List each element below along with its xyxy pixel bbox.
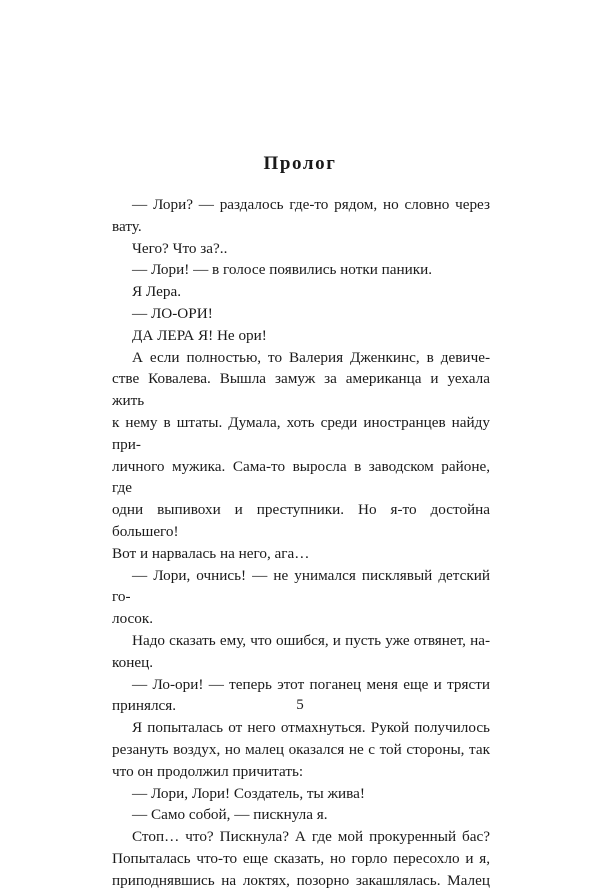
text-line: что он продолжил причитать: — [112, 762, 304, 780]
text-line: — Лори? — раздалось где-то рядом, но словно через — [132, 196, 490, 213]
text-line: — ЛО-ОРИ! — [132, 304, 213, 322]
body-text — [112, 194, 490, 892]
text-line: ДА ЛЕРА Я! Не ори! — [132, 326, 267, 344]
text-line: — Само собой, — пискнула я. — [132, 806, 328, 824]
text-line: лосок. — [112, 610, 154, 628]
text-line: конец. — [112, 653, 153, 671]
text-line: Вот и нарвалась на него, ага… — [112, 544, 310, 562]
text-line: Стоп… что? Пискнула? А где мой прокуренный бас? — [132, 828, 490, 846]
text-line: А если полностью, то Валерия Дженкинс, в девиче- — [132, 348, 490, 366]
text-line: принялся. — [112, 697, 177, 715]
text-line: Надо сказать ему, что ошибся, и пусть уже отвянет, на- — [132, 631, 490, 649]
text-line: — Лори, Лори! Создатель, ты жива! — [132, 784, 365, 802]
text-line: вату. — [112, 217, 142, 235]
chapter-title: Пролог — [263, 153, 337, 174]
text-line: Попыталась что-то еще сказать, но горло пересохло и я, — [112, 849, 490, 867]
text-line: — Лори! — в голосе появились нотки паники. — [132, 261, 433, 279]
text-line: приподнявшись на локтях, позорно закашлялась. Малец — [112, 871, 490, 889]
page-number: 5 — [296, 697, 304, 713]
text-line: — Лори, очнись! — не унимался писклявый детский го- — [112, 566, 490, 606]
text-line: стве Ковалева. Вышла замуж за американца и уехала жить — [112, 370, 490, 410]
text-line: личного мужика. Сама-то выросла в заводском районе, где — [112, 457, 490, 497]
text-line: Чего? Что за?.. — [132, 239, 228, 257]
text-line: к нему в штаты. Думала, хоть среди иностранцев найду при- — [112, 413, 490, 453]
text-line: — Ло-ори! — теперь этот поганец меня еще и трясти — [132, 675, 490, 693]
text-line: Я попыталась от него отмахнуться. Рукой получилось — [132, 719, 490, 737]
text-line: Я Лера. — [132, 283, 181, 301]
text-line: одни выпивохи и преступники. Но я-то достойна большего! — [112, 501, 490, 540]
text-line: резануть воздух, но малец оказался не с той стороны, так — [112, 740, 490, 758]
